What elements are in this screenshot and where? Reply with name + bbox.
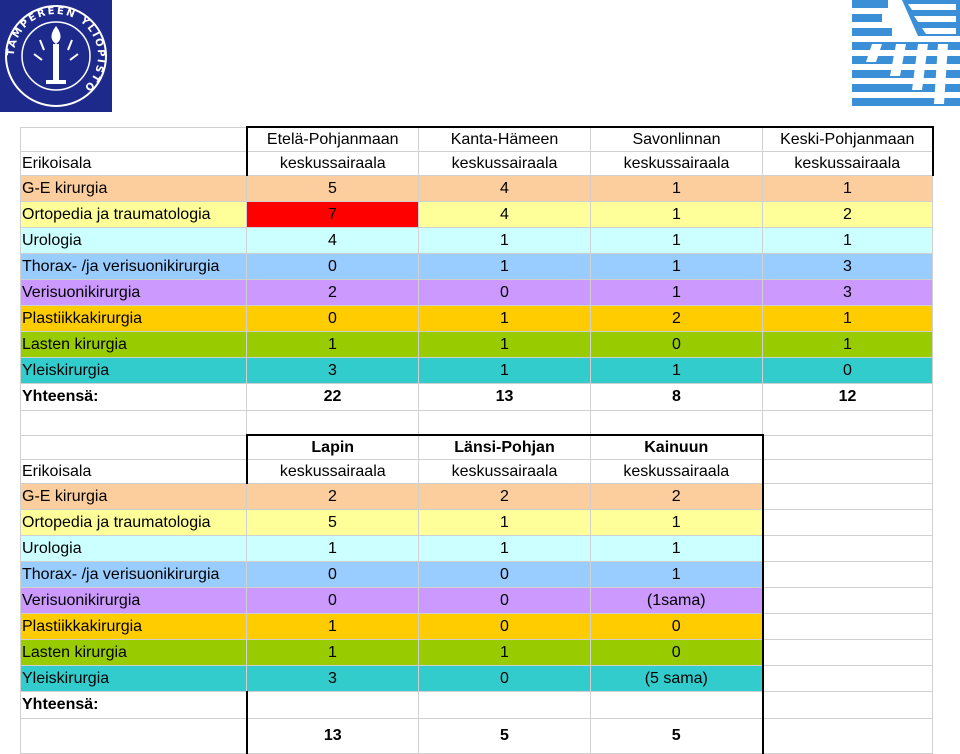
value-cell: 0 [419, 562, 591, 588]
specialty-label: Plastiikkakirurgia [21, 306, 247, 332]
header-row-2 [21, 460, 933, 484]
table-row [21, 254, 933, 280]
total-value: 5 [419, 719, 591, 754]
totals-row [21, 719, 933, 754]
column-header-sub: keskussairaala [419, 152, 591, 176]
blank-column [763, 460, 933, 484]
value-cell: 3 [763, 280, 933, 306]
value-cell: 3 [247, 358, 419, 384]
total-value: 13 [419, 384, 591, 411]
table-row [21, 588, 933, 614]
value-cell: (5 sama) [591, 666, 763, 692]
total-value: 13 [247, 719, 419, 754]
value-cell: 3 [763, 254, 933, 280]
specialty-label: Lasten kirurgia [21, 640, 247, 666]
blank-column [763, 588, 933, 614]
value-cell: 1 [247, 536, 419, 562]
value-cell: 1 [247, 614, 419, 640]
value-cell: 0 [419, 614, 591, 640]
value-cell: 2 [247, 280, 419, 306]
blank-column [763, 640, 933, 666]
total-value: 8 [591, 384, 763, 411]
value-cell: 1 [763, 228, 933, 254]
value-cell: 0 [419, 666, 591, 692]
column-header: Keski-Pohjanmaan [763, 127, 933, 152]
blank-column [763, 435, 933, 460]
university-seal-icon [0, 0, 112, 112]
blank-column [763, 719, 933, 754]
value-cell: 5 [247, 510, 419, 536]
value-cell: 1 [419, 306, 591, 332]
value-cell: 5 [247, 176, 419, 202]
totals-label: Yhteensä: [21, 692, 247, 719]
column-header-sub: keskussairaala [591, 152, 763, 176]
table-row [21, 640, 933, 666]
specialty-label: Thorax- /ja verisuonikirurgia [21, 254, 247, 280]
blank-column [763, 510, 933, 536]
table-row [21, 228, 933, 254]
value-cell: 4 [419, 202, 591, 228]
value-cell: 0 [247, 254, 419, 280]
specialty-label: Verisuonikirurgia [21, 280, 247, 306]
specialty-label: Ortopedia ja traumatologia [21, 202, 247, 228]
column-header: Kainuun [591, 435, 763, 460]
specialty-label: Verisuonikirurgia [21, 588, 247, 614]
row-header-erikoisala: Erikoisala [21, 152, 247, 176]
table-row [21, 666, 933, 692]
value-cell: 1 [591, 280, 763, 306]
value-cell: 1 [419, 332, 591, 358]
blank-column [763, 692, 933, 719]
total-value: 12 [763, 384, 933, 411]
specialty-label: Urologia [21, 228, 247, 254]
column-header-sub: keskussairaala [591, 460, 763, 484]
value-cell: 1 [591, 228, 763, 254]
value-cell: 0 [591, 640, 763, 666]
blank-column [763, 562, 933, 588]
value-cell: 1 [419, 254, 591, 280]
value-cell: 0 [247, 306, 419, 332]
value-cell: 1 [591, 536, 763, 562]
table-row [21, 306, 933, 332]
table-row [21, 202, 933, 228]
specialty-label: G-E kirurgia [21, 176, 247, 202]
column-header: Länsi-Pohjan [419, 435, 591, 460]
blank-column [763, 614, 933, 640]
value-cell: 1 [591, 176, 763, 202]
value-cell: (1sama) [591, 588, 763, 614]
table-row [21, 614, 933, 640]
column-header: Lapin [247, 435, 419, 460]
value-cell: 1 [591, 510, 763, 536]
blank-column [763, 536, 933, 562]
value-cell: 0 [591, 614, 763, 640]
value-cell: 1 [419, 510, 591, 536]
table-row [21, 510, 933, 536]
value-cell: 2 [591, 484, 763, 510]
header-blank-cell [21, 435, 247, 460]
value-cell: 0 [419, 588, 591, 614]
column-header-sub: keskussairaala [419, 460, 591, 484]
totals-row [21, 384, 933, 411]
value-cell: 1 [591, 254, 763, 280]
table-row [21, 484, 933, 510]
table-row [21, 176, 933, 202]
table-central-hospitals-2 [20, 434, 933, 754]
specialty-label: Yleiskirurgia [21, 358, 247, 384]
specialty-label: Ortopedia ja traumatologia [21, 510, 247, 536]
table-row [21, 562, 933, 588]
value-cell: 1 [763, 332, 933, 358]
row-header-erikoisala: Erikoisala [21, 460, 247, 484]
specialty-label: G-E kirurgia [21, 484, 247, 510]
value-cell: 1 [419, 358, 591, 384]
blank-column [763, 484, 933, 510]
column-header: Kanta-Hämeen [419, 127, 591, 152]
table-row [21, 280, 933, 306]
table-row [21, 358, 933, 384]
specialty-label: Urologia [21, 536, 247, 562]
value-cell: 1 [419, 640, 591, 666]
value-cell: 2 [591, 306, 763, 332]
value-cell: 2 [763, 202, 933, 228]
value-cell: 4 [419, 176, 591, 202]
value-cell-highlight: 7 [247, 202, 419, 228]
value-cell: 1 [763, 176, 933, 202]
header-row-1 [21, 435, 933, 460]
specialty-label: Plastiikkakirurgia [21, 614, 247, 640]
specialty-label: Thorax- /ja verisuonikirurgia [21, 562, 247, 588]
hospital-district-icon [852, 0, 960, 106]
header-row-2 [21, 152, 933, 176]
value-cell: 2 [247, 484, 419, 510]
totals-label-row [21, 692, 933, 719]
value-cell: 1 [591, 562, 763, 588]
value-cell: 0 [419, 280, 591, 306]
value-cell: 0 [591, 332, 763, 358]
table-row [21, 536, 933, 562]
value-cell: 1 [591, 358, 763, 384]
header-blank-cell [21, 127, 247, 152]
value-cell: 1 [247, 640, 419, 666]
blank-column [763, 666, 933, 692]
value-cell: 1 [419, 228, 591, 254]
specialty-label: Lasten kirurgia [21, 332, 247, 358]
value-cell: 3 [247, 666, 419, 692]
value-cell: 1 [247, 332, 419, 358]
column-header-sub: keskussairaala [763, 152, 933, 176]
value-cell: 1 [591, 202, 763, 228]
spacer-row [21, 411, 933, 436]
total-value: 22 [247, 384, 419, 411]
value-cell: 0 [763, 358, 933, 384]
total-value: 5 [591, 719, 763, 754]
seal-text: TAMPEREEN YLIOPISTO [5, 5, 107, 95]
column-header: Etelä-Pohjanmaan [247, 127, 419, 152]
column-header-sub: keskussairaala [247, 152, 419, 176]
table-row [21, 332, 933, 358]
table-central-hospitals-1 [20, 126, 934, 436]
value-cell: 1 [419, 536, 591, 562]
value-cell: 0 [247, 562, 419, 588]
hospital-district-logo [852, 0, 960, 106]
value-cell: 0 [247, 588, 419, 614]
university-seal-logo [0, 0, 112, 112]
value-cell: 2 [419, 484, 591, 510]
column-header: Savonlinnan [591, 127, 763, 152]
totals-label: Yhteensä: [21, 384, 247, 411]
header-row-1 [21, 127, 933, 152]
value-cell: 1 [763, 306, 933, 332]
column-header-sub: keskussairaala [247, 460, 419, 484]
value-cell: 4 [247, 228, 419, 254]
specialty-label: Yleiskirurgia [21, 666, 247, 692]
